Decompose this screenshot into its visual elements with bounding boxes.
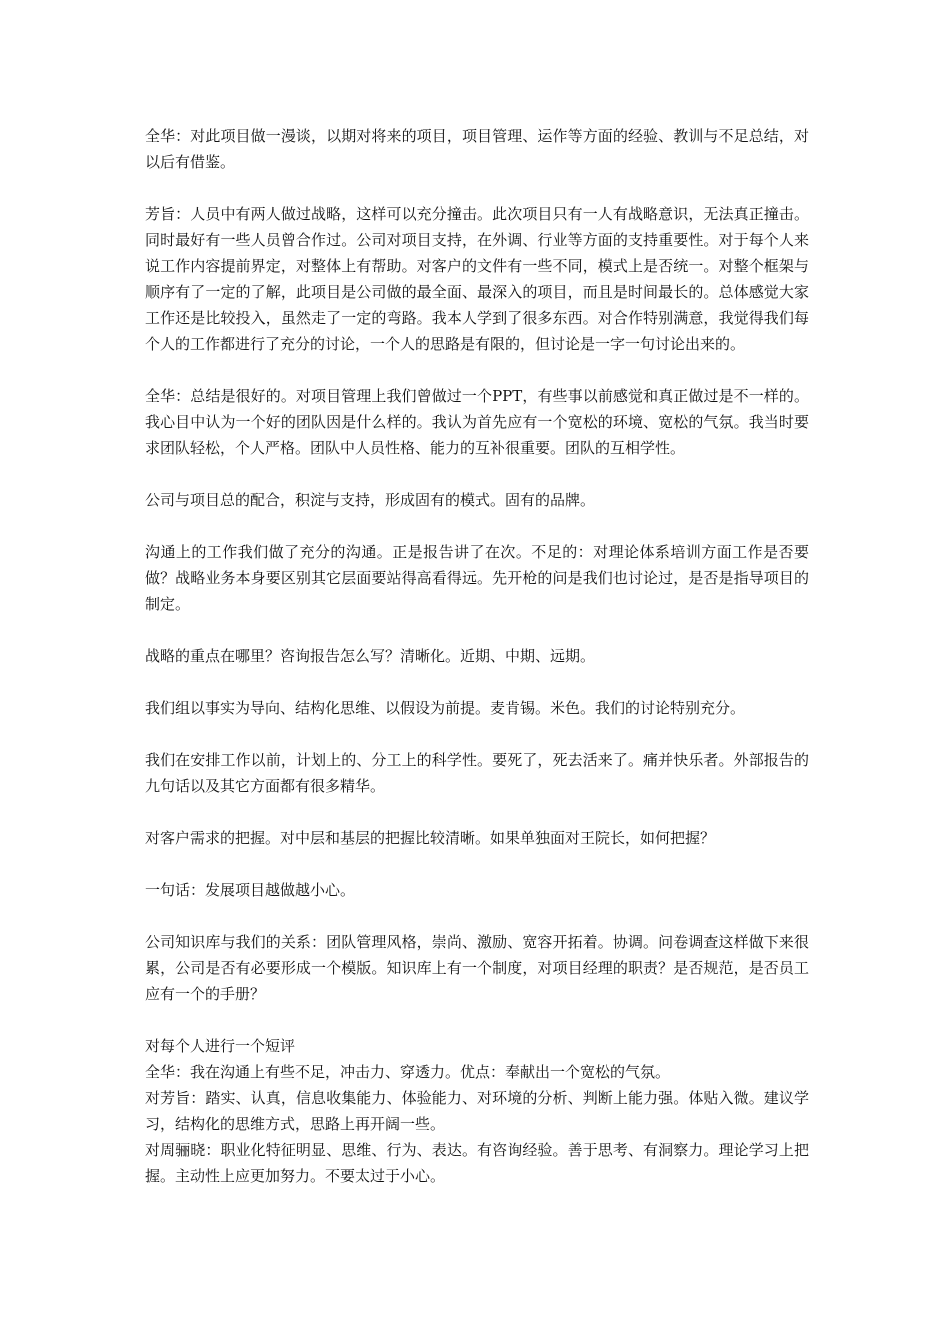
paragraph-team-method: 我们组以事实为导向、结构化思维、以假设为前提。麦肯锡。米色。我们的讨论特别充分。 <box>145 699 746 717</box>
paragraph-intro: 全华：对此项目做一漫谈，以期对将来的项目，项目管理、运作等方面的经验、教训与不足总结，对以后有借鉴。 <box>145 127 809 171</box>
paragraph-communication: 沟通上的工作我们做了充分的沟通。正是报告讲了在次。不足的：对理论体系培训方面工作是否要做？战略业务本身要区别其它层面要站得高看得远。先开枪的问是我们也讨论过，是否是指导项目的制定。 <box>145 543 809 613</box>
document-body <box>145 123 809 1189</box>
paragraph-strategy-focus: 战略的重点在哪里？咨询报告怎么写？清晰化。近期、中期、远期。 <box>145 647 596 665</box>
review-fangzhi: 对芳旨：踏实、认真，信息收集能力、体验能力、对环境的分析、判断上能力强。体贴入微。建议学习，结构化的思维方式，思路上再开阔一些。 <box>145 1089 809 1133</box>
review-zhoulixiao: 对周骊晓：职业化特征明显、思维、行为、表达。有咨询经验。善于思考、有洞察力。理论学习上把握。主动性上应更加努力。不要太过于小心。 <box>145 1141 809 1185</box>
paragraph-planning: 我们在安排工作以前，计划上的、分工上的科学性。要死了，死去活来了。痛并快乐者。外部报告的九句话以及其它方面都有很多精华。 <box>145 751 809 795</box>
paragraph-client-needs: 对客户需求的把握。对中层和基层的把握比较清晰。如果单独面对王院长，如何把握？ <box>145 829 716 847</box>
paragraph-quanhua-summary: 全华：总结是很好的。对项目管理上我们曾做过一个PPT，有些事以前感觉和真正做过是不一样的。我心目中认为一个好的团队因是什么样的。我认为首先应有一个宽松的环境、宽松的气氛。我当时要求团队轻松，个人严格。团队中人员性格、能力的互补很重要。团队的互相学性。 <box>145 387 809 457</box>
review-heading: 对每个人进行一个短评 <box>145 1037 296 1055</box>
paragraph-fangzhi-remarks: 芳旨：人员中有两人做过战略，这样可以充分撞击。此次项目只有一人有战略意识，无法真正撞击。同时最好有一些人员曾合作过。公司对项目支持，在外调、行业等方面的支持重要性。对于每个人来说工作内容提前界定，对整体上有帮助。对客户的文件有一些不同，模式上是否统一。对整个框架与顺序有了一定的了解，此项目是公司做的最全面、最深入的项目，而且是时间最长的。总体感觉大家工作还是比较投入，虽然走了一定的弯路。我本人学到了很多东西。对合作特别满意，我觉得我们每个人的工作都进行了充分的讨论，一个人的思路是有限的，但讨论是一字一句讨论出来的。 <box>145 205 809 353</box>
paragraph-company-cooperation: 公司与项目总的配合，积淀与支持，形成固有的模式。固有的品牌。 <box>145 491 596 509</box>
review-section <box>145 1033 809 1189</box>
review-quanhua: 全华：我在沟通上有些不足，冲击力、穿透力。优点：奉献出一个宽松的气氛。 <box>145 1063 671 1081</box>
paragraph-knowledge-base: 公司知识库与我们的关系：团队管理风格，崇尚、激励、宽容开拓着。协调。问卷调查这样做下来很累，公司是否有必要形成一个模版。知识库上有一个制度，对项目经理的职责？是否规范，是否员工应有一个的手册？ <box>145 933 809 1003</box>
paragraph-one-sentence: 一句话：发展项目越做越小心。 <box>145 881 356 899</box>
